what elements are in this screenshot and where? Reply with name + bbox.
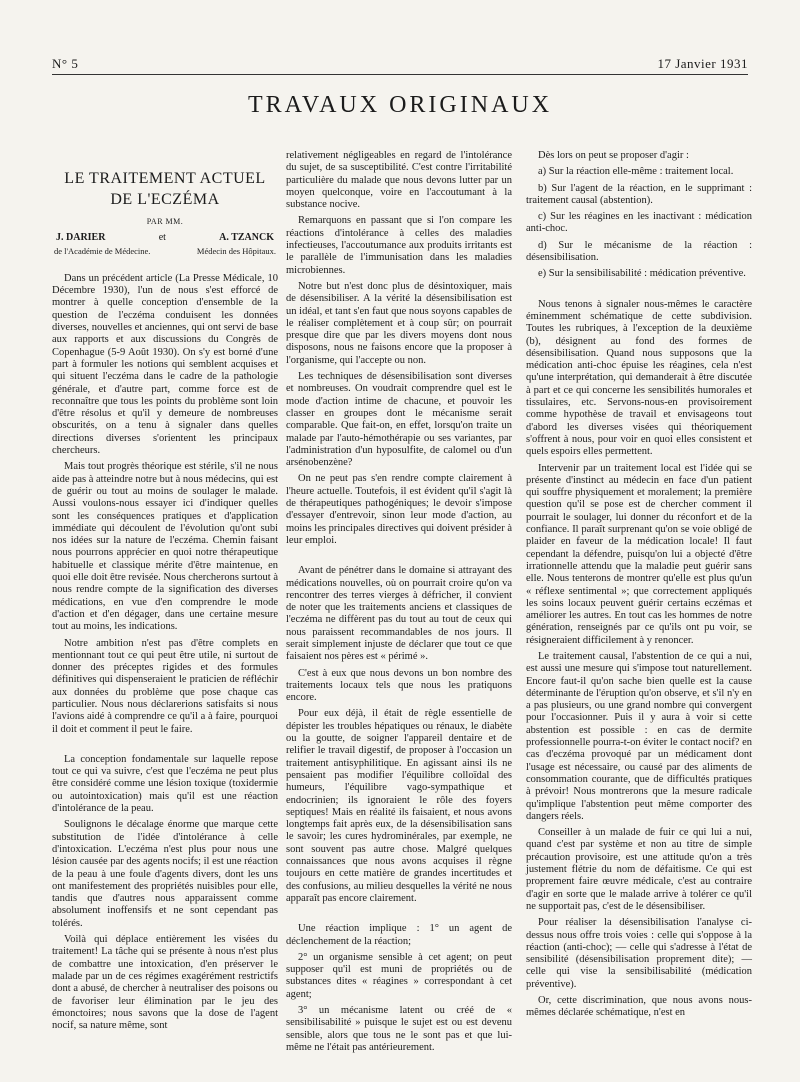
paragraph: Dans un précédent article (La Presse Médicale, 10 Décembre 1930), l'un de nous s'est efforcé de montrer à quelle conception d'ensemble de la question de l'eczéma conduisent les données diverses, nouvelles et anciennes, qui ont servi de base aux rapports et aux discussions du Congrès de Copenhague (5-9 Août 1930). On s'y est borné d'une part à formuler les notions qui semblent acquises et qui situent l'eczéma dans le cadre de la pathologie générale, et d'autre part, comme force est de reconnaître que tous les points du problème sont loin d'être résolus et qu'il y demeure de nombreuses obscurités, on a tenu à signaler dans quelles directions diverses s'orientent les principaux chercheurs. [52,272,278,457]
column-3 [526,150,752,1024]
list-item: e) Sur la sensibilisabilité : médication préventive. [538,268,746,280]
paragraph: Une réaction implique : 1° un agent de déclenchement de la réaction; [286,923,512,947]
title-line-1: LE TRAITEMENT ACTUEL [64,170,266,187]
list-item: a) Sur la réaction elle-même : traitement local. [538,166,734,178]
page-header [52,52,748,72]
author-2: A. TZANCK [219,232,274,244]
paragraph: Intervenir par un traitement local est l'idée qui se présente d'instinct au médecin en face d'un patient qui souffre physiquement et moralement; la première question qu'il se pose est de chercher comment il pourrait le soulager, lui donner du réconfort et de la confiance. Il paraît surprenant qu'on se voie obligé de plaider en faveur de la médication locale! Il faut cependant la défendre, puisqu'on lui a objecté d'être irrationnelle attendu que la maladie peut guérir sans elle. Nous tenterons de montrer qu'elle est plus qu'un « réflexe sentimental »; que correctement appliqués les soins locaux peuvent guérir certains eczémas et améliorer les autres. En tout cas les hommes de notre génération, renseignés par ce qu'ils ont pu voir, se résigneraient difficilement à y renoncer. [526,462,752,646]
article-title [52,168,278,210]
paragraph: C'est à eux que nous devons un bon nombre des traitements locaux tels que nous les pratiquons encore. [286,667,512,704]
paragraph: Mais tout progrès théorique est stérile, s'il ne nous aide pas à atteindre notre but à nous médecins, qui est de guérir ou tout au moins de soulager le malade. Aussi voulons-nous essayer ici d'indiquer quelles sont les conséquences pratiques et d'application immédiate qui découlent de l'évolution qu'ont subi nos idées sur la nature de l'eczéma. Chemin faisant nous pourrons apprécier en quoi notre thérapeutique habituelle et classique mérite d'être maintenue, en quoi elle doit être revisée. Nous chercherons surtout à nous rendre compte de la signification des diverses médications, en vue d'en comprendre le mode d'action et d'en dégager, dans une certaine mesure tout au moins, les indications. [52,461,278,633]
affiliation-1: de l'Académie de Médecine. [54,245,151,256]
paragraph: Avant de pénétrer dans le domaine si attrayant des médications nouvelles, où on pourrait croire qu'on va rencontrer des terres vierges à défricher, il convient de noter que les traitements anciens et classiques de l'eczéma ne diffèrent pas du tout au tout de ceux qui nous paraissent recommandables de nos jours. Il serait simplement injuste de déclarer que tout ce que faisaient nos pères est « périmé ». [286,565,512,663]
paragraph: Conseiller à un malade de fuir ce qui lui a nui, quand c'est par système et non au titre de simple précaution provisoire, est une attitude qu'on a très justement flétrie du nom de défaitisme. Ce qui est proprement faire œuvre médicale, c'est au contraire d'agir en sorte que le malade arrive à tolérer ce qu'il ne supportait pas, c'est de le désensibiliser. [526,827,752,912]
column-1 [52,150,278,1036]
par-label: PAR MM. [146,217,184,226]
affiliations [52,245,278,257]
paragraph: Voilà qui déplace entièrement les visées du traitement! La tâche qui se présente à nous n'est plus de combattre une intoxication, d'en préserver le malade par un de ces régimes exagérément restrictifs dont a abusé, de chercher à neutraliser des poisons ou de favoriser leur élimination par le jeu des émonctoires; nous savons que la dose de l'agent nocif, sa nature même, sont [52,934,278,1032]
issue-number: N° 5 [52,56,79,71]
paragraph: Le traitement causal, l'abstention de ce qui a nui, est aussi une mesure qui s'impose tout naturellement. Encore faut-il qu'on sache bien quelle est la cause déterminante de l'éruption qu'on observe, et s'il n'y en a pas plusieurs, ou une grand nombre qui convergent pour l'occasionner. Puis il y aura à voir si cette abstention est possible : en cas de dermite professionnelle pourra-t-on éviter le contact nocif? en cas d'eczéma provoqué par un médicament dont l'usage est nécessaire, ou causé par des aliments de consommation courante, que de difficultés pratiques à prévoir! Nous montrerons que la mesure radicale qu'implique l'abstention peut même comporter des dangers réels. [526,650,752,822]
paragraph: Pour eux déjà, il était de règle essentielle de dépister les troubles hépatiques ou rénaux, le diabète ou la goutte, de soigner l'appareil dentaire et de relifier le travail digestif, de proposer à l'occasion un traitement antisyphilitique. En agissant ainsi ils ne pensaient pas modifier l'équilibre colloïdal des humeurs, l'équilibre vago-sympathique et endocrinien; ils ignoraient le rôle des foyers septiques! Mais en réalité ils faisaient, et nous avons longtemps fait après eux, de la désensibilisation sans le savoir; les cures hydrominérales, par exemple, ne sont souvent pas autre chose. Malgré quelques connaissances que nous avons acquises il règne toujours en cette matière de grandes incertitudes et des confusions, au milieu desquelles la vérité ne nous apparaît pas encore clairement. [286,708,512,904]
paragraph: Dès lors on peut se proposer d'agir : [538,150,689,161]
paragraph: Notre ambition n'est pas d'être complets en mentionnant tout ce qui peut être utile, ni surtout de donner des préceptes rigides et des formules définitives qui dispenseraient le praticien de réfléchir aux données du problème que pose chaque cas particulier. Nous nous déclarerions satisfaits si nous l'avions aidé à comprendre ce qu'il a à faire, pourquoi il doit et comment il peut le faire. [52,637,278,735]
paragraph: Soulignons le décalage énorme que marque cette substitution de l'idée d'intolérance à celle d'intoxication. L'eczéma n'est plus pour nous une lésion causée par des agents nocifs; il est une réaction de la peau à une foule d'agents divers, dont les uns ont manifestement des propriétés nuisibles pour elle, tandis que d'autres nous apparaissent comme absolument inoffensifs et ne sont cependant pas tolérés. [52,819,278,929]
author-1: J. DARIER [56,232,106,244]
column-2 [286,150,512,1058]
affiliation-2: Médecin des Hôpitaux. [196,245,276,256]
paragraph: relativement négligeables en regard de l'intolérance du sujet, de sa susceptibilité. C'est contre l'irritabilité particulière du malade que nous devons lutter par un moyen quelconque, voire en l'accoutumant à la substance nocive. [286,150,512,211]
paragraph: La conception fondamentale sur laquelle repose tout ce qui va suivre, c'est que l'eczéma ne peut plus être considéré comme une lésion toxique (toxidermie ou autointoxication) mais qu'il est une réaction d'intolérance de la peau. [52,753,278,815]
list-item: b) Sur l'agent de la réaction, en le supprimant : traitement causal (abstention). [526,182,752,206]
title-line-2: DE L'ECZÉMA [110,191,220,208]
paragraph: 3° un mécanisme latent ou créé de « sensibilisabilité » puisque le sujet est ou est devenu sensible, alors que tous ne le sont pas et que lui-même ne l'était pas antérieurement. [286,1005,512,1053]
paragraph: Nous tenons à signaler nous-mêmes le caractère éminemment schématique de cette subdivision. Toutes les rubriques, à l'exception de la deuxième (b), désignent au fond des formes de désensibilisation. Quand nous supposons que la médication anti-choc épuise les réagines, cela n'est qu'une interprétation, qui demanderait à être discutée à part et ce qui concerne les sensibilités humorales et tissulaires, etc. Servons-nous-en provisoirement comme hypothèse de travail et envisageons tout d'abord les diverses visées qui théoriquement s'offrent à nous, pour voir en quoi elles consistent et quels espoirs elles permettent. [526,298,752,458]
paragraph: Les techniques de désensibilisation sont diverses et nombreuses. On voudrait comprendre quel est le mode d'action intime de chacune, et pouvoir les classer en groupes dont le mécanisme serait comparable. Que fait-on, en effet, lorsqu'on traite un malade par l'auto-hémothérapie ou ses variantes, par l'administration d'un hyposulfite, de calomel ou d'un arsénobenzène? [286,371,512,469]
section-title: TRAVAUX ORIGINAUX [247,92,553,118]
paragraph: Remarquons en passant que si l'on compare les réactions d'intolérance à celles des maladies infectieuses, l'accoutumance aux produits irritants est le parallèle de l'immunisation dans les maladies microbiennes. [286,215,512,276]
list-item: c) Sur les réagines en les inactivant : médication anti-choc. [526,211,752,235]
paragraph: Notre but n'est donc plus de désintoxiquer, mais de désensibiliser. A la vérité la désensibilisation est un idéal, et tant s'en faut que nous soyons capables de le réaliser complètement et à coup sûr; on pourrait presque dire que par les divers moyens dont nous disposons, nous ne faisons encore que la proposer à l'organisme, qui l'accepte ou non. [286,280,512,366]
issue-date: 17 Janvier 1931 [657,56,748,71]
paragraph: On ne peut pas s'en rendre compte clairement à l'heure actuelle. Toutefois, il est évident qu'il s'agit là de thérapeutiques pathogéniques; le devoir s'impose d'essayer d'entrevoir, sinon leur mode d'action, au moins les principales directives qui doivent présider à leur emploi. [286,473,512,546]
paragraph: Pour réaliser la désensibilisation l'analyse ci-dessus nous offre trois voies : celle qui s'oppose à la réaction (anti-choc); — celle qui s'adresse à l'état de sensibilité (désensibilisation proprement dite); — celle qui vise la sensibilisabilité (médication préventive). [526,917,752,990]
paragraph: 2° un organisme sensible à cet agent; on peut supposer qu'il est muni de propriétés ou de substances dites « réagines » correspondant à cet agent; [286,951,512,1000]
author-separator: et [158,232,166,244]
header-rule [52,74,748,75]
authors [52,232,278,244]
paragraph: Or, cette discrimination, que nous avons nous-mêmes déclarée schématique, n'est en [526,995,752,1019]
list-item: d) Sur le mécanisme de la réaction : désensibilisation. [526,239,752,264]
